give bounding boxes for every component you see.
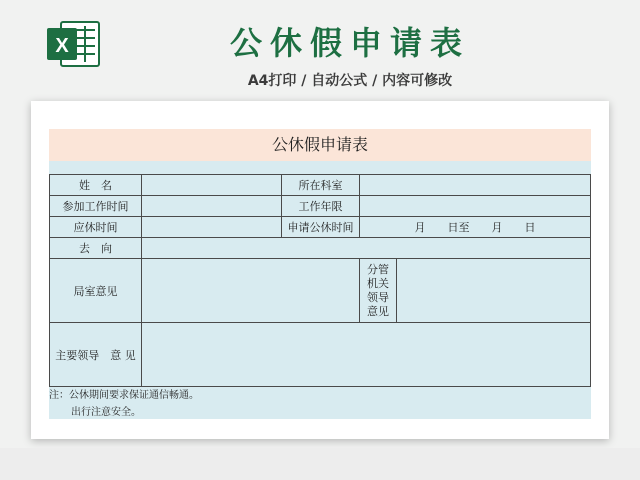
table-row [50,217,591,238]
office-cell[interactable] [142,259,360,323]
leader-label-line: 机关 [367,276,389,290]
leader-label-line: 意见 [367,304,389,318]
page-subtitle: A4打印 / 自动公式 / 内容可修改 [247,73,453,89]
logo-letter: X [55,35,69,57]
leader-label [360,259,397,323]
years-label: 工作年限 [282,196,360,217]
table-row [50,196,591,217]
years-cell[interactable] [360,196,591,217]
name-label: 姓 名 [50,175,142,196]
table-row [50,323,591,387]
form-title: 公休假申请表 [49,129,591,161]
join-cell[interactable] [142,196,282,217]
table-row [50,259,591,323]
note-line: 注：公休期间要求保证通信畅通。 [49,390,199,401]
page-title: 公休假申请表 [229,24,470,62]
table-row [50,175,591,196]
dept-cell[interactable] [360,175,591,196]
excel-logo-icon [45,20,101,68]
main-leader-cell[interactable] [142,323,591,387]
bottom-strip [0,448,640,480]
table-row [50,238,591,259]
due-label: 应休时间 [50,217,142,238]
due-cell[interactable] [142,217,282,238]
dept-label: 所在科室 [282,175,360,196]
leader-label-line: 领导 [367,290,389,304]
dest-label: 去 向 [50,238,142,259]
notes [49,387,591,421]
name-cell[interactable] [142,175,282,196]
main-leader-label: 主要领导 意 见 [50,323,142,387]
leader-label-line: 分管 [367,262,389,276]
leader-cell[interactable] [397,259,591,323]
dest-cell[interactable] [142,238,591,259]
apply-label: 申请公休时间 [282,217,360,238]
apply-cell[interactable]: 月 日至 月 日 [360,217,591,238]
header [0,0,640,100]
note-line: 出行注意安全。 [71,407,141,418]
join-label: 参加工作时间 [50,196,142,217]
leave-form [49,129,591,419]
form-table [49,174,591,387]
sheet-preview [31,101,609,439]
office-label: 局室意见 [50,259,142,323]
